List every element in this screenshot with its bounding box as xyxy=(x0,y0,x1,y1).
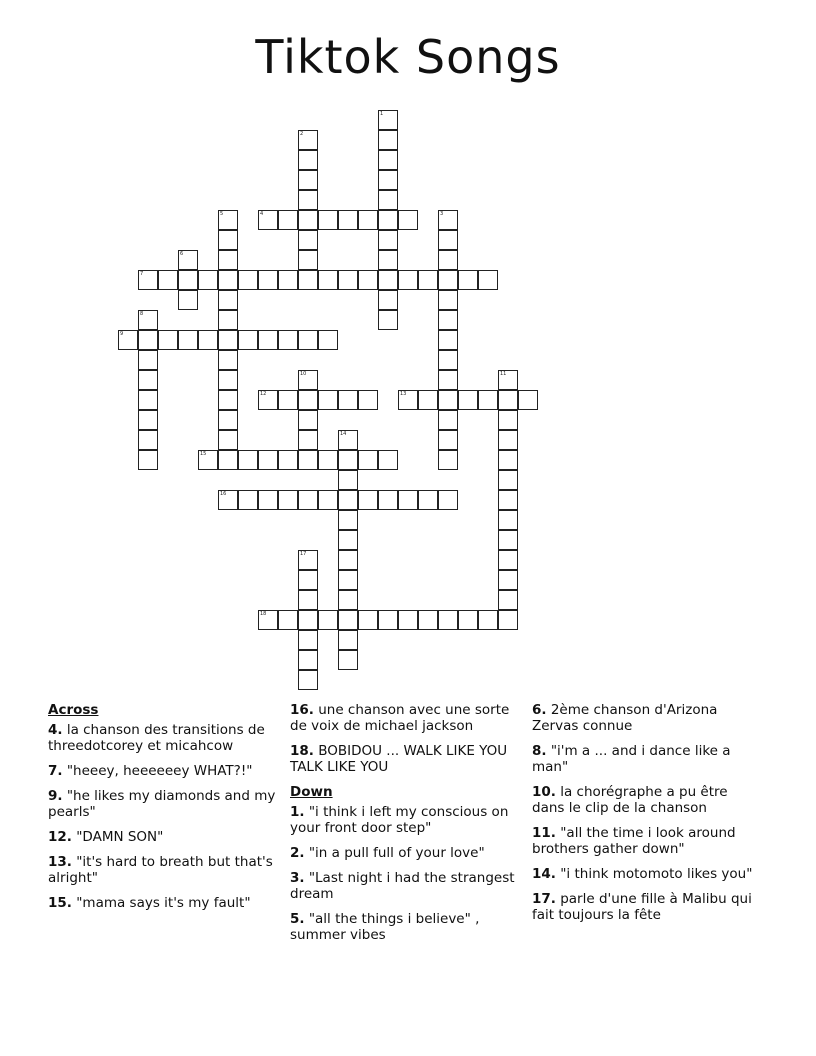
grid-cell[interactable] xyxy=(438,450,458,470)
grid-cell[interactable] xyxy=(278,210,298,230)
grid-cell[interactable] xyxy=(378,230,398,250)
clue-number: 6. xyxy=(532,702,547,718)
grid-cell[interactable] xyxy=(378,290,398,310)
page-title: Tiktok Songs xyxy=(255,30,561,84)
grid-cell[interactable] xyxy=(238,270,258,290)
clue-number: 3. xyxy=(290,870,305,886)
grid-cell[interactable] xyxy=(338,610,358,630)
grid-cell[interactable] xyxy=(118,330,138,350)
grid-cell[interactable] xyxy=(298,210,318,230)
grid-number: 4 xyxy=(260,211,264,217)
grid-cell[interactable] xyxy=(218,390,238,410)
clue-text: "i'm a ... and i dance like a man" xyxy=(532,743,731,775)
grid-number: 12 xyxy=(260,391,267,397)
grid-cell[interactable] xyxy=(238,490,258,510)
grid-cell[interactable] xyxy=(258,390,278,410)
grid-cell[interactable] xyxy=(218,410,238,430)
clue-number: 1. xyxy=(290,804,305,820)
clue xyxy=(532,743,764,775)
grid-number: 8 xyxy=(140,311,144,317)
grid-cell[interactable] xyxy=(398,610,418,630)
grid-cell[interactable] xyxy=(418,390,438,410)
grid-cell[interactable] xyxy=(438,290,458,310)
clue-text: "mama says it's my fault" xyxy=(71,895,251,911)
grid-cell[interactable] xyxy=(298,390,318,410)
grid-number: 16 xyxy=(220,491,227,497)
grid-cell[interactable] xyxy=(438,410,458,430)
grid-number: 7 xyxy=(140,271,144,277)
clue-text: "all the time i look around brothers gather down" xyxy=(532,825,736,857)
grid-cell[interactable] xyxy=(398,210,418,230)
grid-cell[interactable] xyxy=(318,450,338,470)
grid-cell[interactable] xyxy=(458,270,478,290)
grid-cell[interactable] xyxy=(218,430,238,450)
grid-cell[interactable] xyxy=(138,370,158,390)
clue xyxy=(48,829,280,845)
down-heading: Down xyxy=(290,784,333,800)
grid-cell[interactable] xyxy=(378,150,398,170)
grid-cell[interactable] xyxy=(298,230,318,250)
grid-cell[interactable] xyxy=(278,390,298,410)
clue xyxy=(290,870,522,902)
grid-number: 10 xyxy=(300,371,307,377)
grid-cell[interactable] xyxy=(338,470,358,490)
grid-cell[interactable] xyxy=(138,390,158,410)
grid-cell[interactable] xyxy=(398,490,418,510)
grid-number: 3 xyxy=(440,211,444,217)
grid-cell[interactable] xyxy=(298,170,318,190)
clue xyxy=(532,891,764,923)
grid-cell[interactable] xyxy=(358,270,378,290)
clue-number: 15. xyxy=(48,895,72,911)
clue-number: 14. xyxy=(532,866,556,882)
grid-cell[interactable] xyxy=(198,270,218,290)
grid-cell[interactable] xyxy=(338,550,358,570)
grid-number: 2 xyxy=(300,131,304,137)
grid-cell[interactable] xyxy=(298,650,318,670)
grid-cell[interactable] xyxy=(138,430,158,450)
grid-cell[interactable] xyxy=(318,270,338,290)
grid-number: 14 xyxy=(340,431,347,437)
grid-cell[interactable] xyxy=(258,210,278,230)
grid-cell[interactable] xyxy=(218,210,238,230)
across-heading: Across xyxy=(48,702,99,718)
clue-number: 17. xyxy=(532,891,556,907)
clue xyxy=(532,866,764,882)
clue-text: la chanson des transitions de threedotcorey et micahcow xyxy=(48,722,265,754)
grid-number: 6 xyxy=(180,251,184,257)
grid-cell[interactable] xyxy=(458,390,478,410)
grid-cell[interactable] xyxy=(298,250,318,270)
grid-cell[interactable] xyxy=(338,490,358,510)
clue-number: 8. xyxy=(532,743,547,759)
grid-cell[interactable] xyxy=(338,510,358,530)
grid-cell[interactable] xyxy=(298,270,318,290)
grid-cell[interactable] xyxy=(318,210,338,230)
grid-cell[interactable] xyxy=(318,330,338,350)
grid-cell[interactable] xyxy=(218,270,238,290)
grid-cell[interactable] xyxy=(258,270,278,290)
grid-cell[interactable] xyxy=(278,450,298,470)
clue xyxy=(48,895,280,911)
grid-cell[interactable] xyxy=(498,570,518,590)
clue-number: 18. xyxy=(290,743,314,759)
grid-cell[interactable] xyxy=(438,330,458,350)
clue xyxy=(290,804,522,836)
grid-cell[interactable] xyxy=(138,310,158,330)
grid-cell[interactable] xyxy=(238,330,258,350)
grid-cell[interactable] xyxy=(438,370,458,390)
clue xyxy=(48,763,280,779)
grid-cell[interactable] xyxy=(258,610,278,630)
grid-cell[interactable] xyxy=(498,390,518,410)
grid-cell[interactable] xyxy=(218,290,238,310)
grid-cell[interactable] xyxy=(178,290,198,310)
grid-cell[interactable] xyxy=(478,610,498,630)
grid-cell[interactable] xyxy=(438,350,458,370)
clue-text: "i think motomoto likes you" xyxy=(555,866,753,882)
grid-cell[interactable] xyxy=(298,590,318,610)
clue-text: "i think i left my conscious on your front door step" xyxy=(290,804,509,836)
grid-cell[interactable] xyxy=(298,370,318,390)
grid-cell[interactable] xyxy=(498,370,518,390)
grid-number: 13 xyxy=(400,391,407,397)
grid-cell[interactable] xyxy=(158,270,178,290)
grid-cell[interactable] xyxy=(298,130,318,150)
grid-cell[interactable] xyxy=(498,430,518,450)
grid-cell[interactable] xyxy=(158,330,178,350)
clue-number: 11. xyxy=(532,825,556,841)
grid-cell[interactable] xyxy=(378,130,398,150)
grid-cell[interactable] xyxy=(198,330,218,350)
grid-cell[interactable] xyxy=(438,430,458,450)
clue-text: la chorégraphe a pu être dans le clip de la chanson xyxy=(532,784,728,816)
clues-column-1 xyxy=(48,702,280,920)
grid-cell[interactable] xyxy=(338,530,358,550)
grid-cell[interactable] xyxy=(278,490,298,510)
grid-cell[interactable] xyxy=(498,410,518,430)
clue xyxy=(532,784,764,816)
grid-cell[interactable] xyxy=(218,350,238,370)
clue-number: 16. xyxy=(290,702,314,718)
clue-number: 5. xyxy=(290,911,305,927)
grid-cell[interactable] xyxy=(138,330,158,350)
grid-cell[interactable] xyxy=(218,230,238,250)
grid-cell[interactable] xyxy=(358,490,378,510)
grid-cell[interactable] xyxy=(378,110,398,130)
grid-cell[interactable] xyxy=(378,490,398,510)
grid-cell[interactable] xyxy=(398,270,418,290)
grid-cell[interactable] xyxy=(418,270,438,290)
clue-text: "DAMN SON" xyxy=(71,829,164,845)
grid-number: 15 xyxy=(200,451,207,457)
grid-cell[interactable] xyxy=(178,270,198,290)
grid-cell[interactable] xyxy=(498,590,518,610)
clue-text: "in a pull full of your love" xyxy=(304,845,485,861)
grid-cell[interactable] xyxy=(358,450,378,470)
grid-number: 11 xyxy=(500,371,507,377)
grid-cell[interactable] xyxy=(298,150,318,170)
grid-cell[interactable] xyxy=(298,410,318,430)
clue xyxy=(532,825,764,857)
clue-number: 12. xyxy=(48,829,72,845)
clue-text: "it's hard to breath but that's alright" xyxy=(48,854,273,886)
grid-cell[interactable] xyxy=(318,490,338,510)
grid-cell[interactable] xyxy=(498,450,518,470)
grid-cell[interactable] xyxy=(498,550,518,570)
grid-cell[interactable] xyxy=(298,570,318,590)
grid-cell[interactable] xyxy=(178,330,198,350)
grid-cell[interactable] xyxy=(438,610,458,630)
grid-number: 9 xyxy=(120,331,124,337)
grid-cell[interactable] xyxy=(138,350,158,370)
clue xyxy=(290,845,522,861)
clue-text: "heeey, heeeeeey WHAT?!" xyxy=(62,763,253,779)
grid-cell[interactable] xyxy=(498,530,518,550)
grid-number: 18 xyxy=(260,611,267,617)
grid-cell[interactable] xyxy=(298,450,318,470)
grid-cell[interactable] xyxy=(338,650,358,670)
grid-cell[interactable] xyxy=(378,610,398,630)
clue xyxy=(290,911,522,943)
grid-cell[interactable] xyxy=(298,630,318,650)
grid-cell[interactable] xyxy=(258,450,278,470)
grid-cell[interactable] xyxy=(338,210,358,230)
grid-cell[interactable] xyxy=(178,250,198,270)
grid-cell[interactable] xyxy=(298,670,318,690)
grid-cell[interactable] xyxy=(438,390,458,410)
grid-cell[interactable] xyxy=(378,270,398,290)
grid-cell[interactable] xyxy=(438,270,458,290)
grid-cell[interactable] xyxy=(218,370,238,390)
grid-cell[interactable] xyxy=(238,450,258,470)
clue xyxy=(532,702,764,734)
grid-cell[interactable] xyxy=(438,230,458,250)
grid-cell[interactable] xyxy=(298,330,318,350)
grid-cell[interactable] xyxy=(278,330,298,350)
grid-cell[interactable] xyxy=(358,610,378,630)
grid-cell[interactable] xyxy=(378,170,398,190)
clue-number: 9. xyxy=(48,788,63,804)
clue-text: parle d'une fille à Malibu qui fait toujours la fête xyxy=(532,891,752,923)
grid-cell[interactable] xyxy=(338,570,358,590)
clue xyxy=(290,743,522,775)
grid-cell[interactable] xyxy=(418,610,438,630)
grid-cell[interactable] xyxy=(378,250,398,270)
clue-text: "he likes my diamonds and my pearls" xyxy=(48,788,276,820)
grid-cell[interactable] xyxy=(138,450,158,470)
grid-cell[interactable] xyxy=(218,250,238,270)
grid-cell[interactable] xyxy=(318,610,338,630)
grid-cell[interactable] xyxy=(258,330,278,350)
clue xyxy=(48,854,280,886)
grid-cell[interactable] xyxy=(358,390,378,410)
grid-cell[interactable] xyxy=(338,270,358,290)
grid-cell[interactable] xyxy=(438,310,458,330)
grid-cell[interactable] xyxy=(498,470,518,490)
grid-cell[interactable] xyxy=(498,610,518,630)
grid-cell[interactable] xyxy=(278,610,298,630)
grid-cell[interactable] xyxy=(138,410,158,430)
grid-cell[interactable] xyxy=(258,490,278,510)
grid-cell[interactable] xyxy=(398,390,418,410)
grid-cell[interactable] xyxy=(318,390,338,410)
grid-cell[interactable] xyxy=(298,610,318,630)
grid-cell[interactable] xyxy=(418,490,438,510)
grid-cell[interactable] xyxy=(298,490,318,510)
clues-column-3 xyxy=(532,702,764,932)
clue xyxy=(48,722,280,754)
clues-column-2 xyxy=(290,702,522,952)
grid-cell[interactable] xyxy=(498,510,518,530)
clue-text: BOBIDOU ... WALK LIKE YOU TALK LIKE YOU xyxy=(290,743,508,775)
grid-cell[interactable] xyxy=(378,190,398,210)
grid-cell[interactable] xyxy=(438,250,458,270)
grid-number: 17 xyxy=(300,551,307,557)
clue-number: 10. xyxy=(532,784,556,800)
grid-cell[interactable] xyxy=(478,270,498,290)
clue xyxy=(290,702,522,734)
grid-cell[interactable] xyxy=(138,270,158,290)
grid-cell[interactable] xyxy=(218,310,238,330)
clue-text: 2ème chanson d'Arizona Zervas connue xyxy=(532,702,718,734)
grid-cell[interactable] xyxy=(478,390,498,410)
clue xyxy=(48,788,280,820)
clue-number: 2. xyxy=(290,845,305,861)
grid-cell[interactable] xyxy=(438,210,458,230)
grid-cell[interactable] xyxy=(338,590,358,610)
clue-number: 13. xyxy=(48,854,72,870)
grid-cell[interactable] xyxy=(338,430,358,450)
grid-cell[interactable] xyxy=(198,450,218,470)
grid-cell[interactable] xyxy=(278,270,298,290)
grid-number: 5 xyxy=(220,211,224,217)
grid-cell[interactable] xyxy=(338,450,358,470)
grid-cell[interactable] xyxy=(378,210,398,230)
grid-cell[interactable] xyxy=(498,490,518,510)
grid-cell[interactable] xyxy=(218,330,238,350)
grid-cell[interactable] xyxy=(358,210,378,230)
grid-cell[interactable] xyxy=(298,550,318,570)
grid-cell[interactable] xyxy=(338,390,358,410)
grid-cell[interactable] xyxy=(298,190,318,210)
grid-cell[interactable] xyxy=(518,390,538,410)
clue-number: 4. xyxy=(48,722,63,738)
grid-cell[interactable] xyxy=(458,610,478,630)
grid-cell[interactable] xyxy=(218,490,238,510)
clue-number: 7. xyxy=(48,763,63,779)
grid-cell[interactable] xyxy=(378,450,398,470)
grid-cell[interactable] xyxy=(378,310,398,330)
grid-cell[interactable] xyxy=(298,430,318,450)
grid-cell[interactable] xyxy=(218,450,238,470)
clue-text: "Last night i had the strangest dream xyxy=(290,870,515,902)
clue-text: une chanson avec une sorte de voix de michael jackson xyxy=(290,702,510,734)
grid-number: 1 xyxy=(380,111,384,117)
grid-cell[interactable] xyxy=(338,630,358,650)
grid-cell[interactable] xyxy=(438,490,458,510)
clue-text: "all the things i believe" , summer vibes xyxy=(290,911,480,943)
